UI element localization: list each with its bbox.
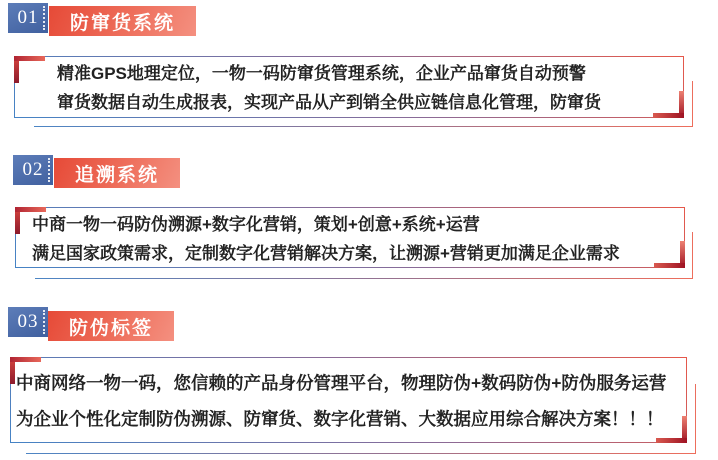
corner-accent-top-left	[14, 56, 45, 61]
section-title-text: 防窜货系统	[70, 12, 176, 34]
text-line: 中商一物一码防伪溯源+数字化营销，策划+创意+系统+运营	[32, 215, 480, 234]
corner-accent-top-left	[10, 357, 41, 362]
text-line: 为企业个性化定制防伪溯源、防窜货、数字化营销、大数据应用综合解决方案！！！	[16, 409, 664, 429]
section-number-badge	[8, 3, 48, 33]
section-number-badge	[13, 155, 53, 185]
section-number: 02	[22, 159, 44, 180]
section-number: 03	[17, 311, 39, 332]
text-line: 中商网络一物一码，您信赖的产品身份管理平台，物理防伪+数码防伪+防伪服务运营	[16, 373, 667, 393]
text-line: 窜货数据自动生成报表，实现产品从产到销全供应链信息化管理，防窜货	[57, 93, 601, 112]
dotted-divider	[43, 310, 45, 334]
offset-shadow-frame	[34, 81, 693, 127]
section-title-text: 追溯系统	[75, 164, 160, 186]
section-number-badge	[8, 307, 48, 337]
section-title	[48, 311, 174, 341]
text-line: 满足国家政策需求，定制数字化营销解决方案，让溯源+营销更加满足企业需求	[32, 244, 620, 263]
section-title	[49, 6, 196, 36]
offset-shadow-frame	[26, 384, 696, 454]
section-title-text: 防伪标签	[69, 317, 154, 339]
section-number: 01	[17, 7, 39, 28]
offset-shadow-frame	[35, 232, 693, 279]
dotted-divider	[43, 6, 45, 30]
text-line: 精准GPS地理定位，一物一码防窜货管理系统，企业产品窜货自动预警	[57, 64, 586, 83]
section-title	[54, 158, 180, 188]
corner-accent-top-left	[15, 207, 46, 212]
dotted-divider	[48, 158, 50, 182]
